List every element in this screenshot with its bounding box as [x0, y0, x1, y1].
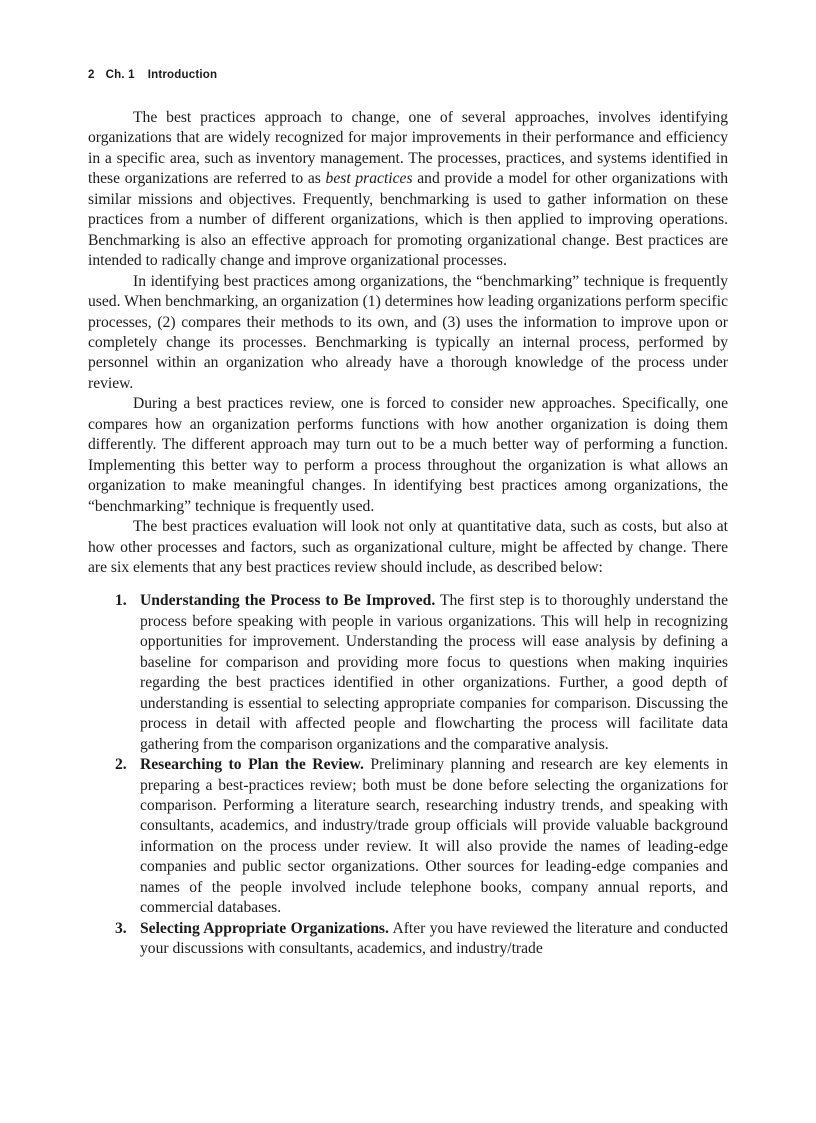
list-item-body: After you have reviewed the literature and conducted your discussions with consultants, academics, and industry/trade	[140, 919, 728, 958]
list-item-heading: Understanding the Process to Be Improved.	[140, 592, 436, 610]
running-head-page-number: 2	[88, 69, 95, 81]
list-item-marker: 3.	[115, 919, 127, 937]
paragraph-4: The best practices evaluation will look not only at quantitative data, such as costs, but also at how other processes and factors, such as organizational culture, might be affected by change. There are six elements that any best practices review should include, as described below:	[88, 518, 728, 576]
list-item-heading: Selecting Appropriate Organizations.	[140, 919, 389, 937]
running-head-chapter-title: Introduction	[147, 69, 218, 81]
list-item-marker: 1.	[115, 592, 127, 610]
paragraph-2: In identifying best practices among organizations, the “benchmarking” technique is frequently used. When benchmarking, an organization (1) determines how leading organizations perform specific processes, (2) compares their methods to its own, and (3) uses the information to improve upon or completely change its processes. Benchmarking is typically an internal process, performed by personnel within an organization who already have a thorough knowledge of the process under review.	[88, 272, 728, 392]
paragraph-1-italic-term: best practices	[325, 170, 413, 188]
list-item	[88, 591, 728, 755]
running-head-chapter: Ch. 1	[105, 69, 135, 81]
paragraph-1-run-2: and provide a model for other organizations with similar missions and objectives. Frequently, benchmarking is used to gather information on these practices from a number of different organizations, which is then applied to improving operations. Benchmarking is also an effective approach for promoting organizational change. Best practices are intended to radically change and improve organizational processes.	[88, 170, 728, 270]
running-head	[88, 69, 217, 81]
body-text-column	[88, 108, 728, 960]
list-item-body: The first step is to thoroughly understand the process before speaking with people in various organizations. This will help in recognizing opportunities for improvement. Understanding the process will ease analysis by defining a baseline for comparison and providing more focus to questions when making inquiries regarding the best practices identified in other organizations. Further, a good depth of understanding is essential to selecting appropriate companies for comparison. Discussing the process in detail with affected people and flowcharting the process will facilitate data gathering from the comparison organizations and the comparative analysis.	[140, 592, 728, 753]
paragraph-1-run-1: The best practices approach to change, one of several approaches, involves identifying organizations that are widely recognized for major improvements in their performance and efficiency in a specific area, such as inventory management. The processes, practices, and systems identified in these organizations are referred to as	[88, 109, 728, 188]
paragraph-1	[88, 108, 728, 272]
list-item-body: Preliminary planning and research are key elements in preparing a best-practices review; both must be done before selecting the organizations for comparison. Performing a literature search, researching industry trends, and speaking with consultants, academics, and industry/trade group officials will provide valuable background information on the process under review. It will also provide the names of leading-edge companies and public sector organizations. Other sources for leading-edge companies and names of the people involved include telephone books, company annual reports, and commercial databases.	[140, 756, 728, 917]
best-practices-element-list	[88, 591, 728, 959]
list-item-heading: Researching to Plan the Review.	[140, 756, 364, 774]
list-item-marker: 2.	[115, 756, 127, 774]
paragraph-3: During a best practices review, one is forced to consider new approaches. Specifically, one compares how an organization performs functions with how another organization is doing them differently. The different approach may turn out to be a much better way of performing a function. Implementing this better way to perform a process throughout the organization is what allows an organization to make meaningful changes. In identifying best practices among organizations, the “benchmarking” technique is frequently used.	[88, 395, 728, 515]
list-item	[88, 919, 728, 960]
list-item	[88, 755, 728, 919]
